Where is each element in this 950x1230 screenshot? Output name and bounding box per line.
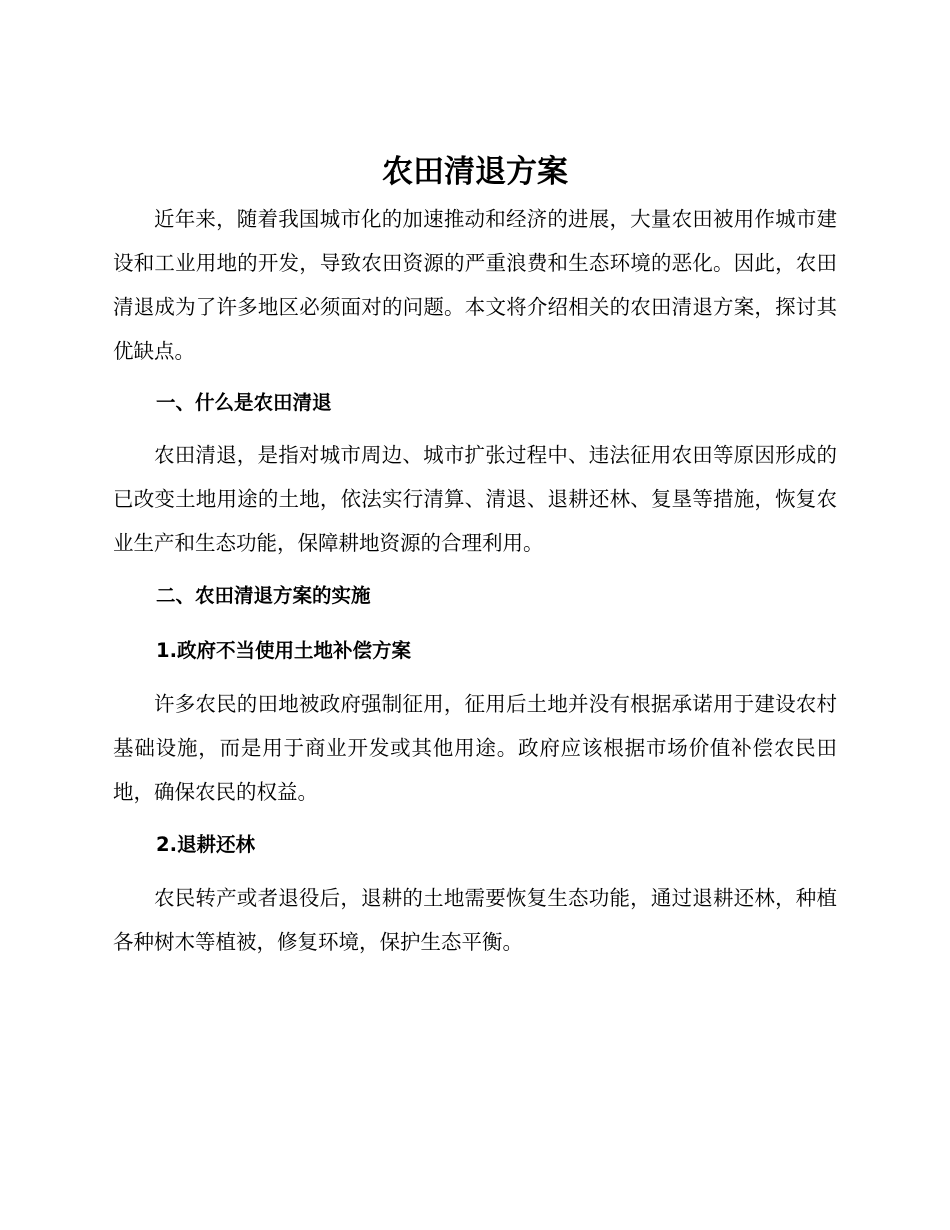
document-title: 农田清退方案 (382, 154, 568, 190)
section-heading-what-is: 一、什么是农田清退 (156, 391, 332, 414)
section-body-what-is: 农田清退，是指对城市周边、城市扩张过程中、违法征用农田等原因形成的已改变土地用途的土地，依法实行清算、清退、退耕还林、复垦等措施，恢复农业生产和生态功能，保障耕地资源的合理利用。 (113, 443, 837, 555)
intro-paragraph: 近年来，随着我国城市化的加速推动和经济的进展，大量农田被用作城市建设和工业用地的开发，导致农田资源的严重浪费和生态环境的恶化。因此，农田清退成为了许多地区必须面对的问题。本文将介绍相关的农田清退方案，探讨其优缺点。 (113, 207, 837, 363)
section-heading-implementation: 二、农田清退方案的实施 (156, 584, 371, 607)
subsection-heading-compensation: 1.政府不当使用土地补偿方案 (156, 639, 411, 662)
subsection-body-compensation: 许多农民的田地被政府强制征用，征用后土地并没有根据承诺用于建设农村基础设施，而是用于商业开发或其他用途。政府应该根据市场价值补偿农民田地，确保农民的权益。 (113, 692, 837, 804)
subsection-body-reforestation: 农民转产或者退役后，退耕的土地需要恢复生态功能，通过退耕还林，种植各种树木等植被，修复环境，保护生态平衡。 (113, 886, 837, 954)
subsection-heading-reforestation: 2.退耕还林 (156, 833, 255, 856)
